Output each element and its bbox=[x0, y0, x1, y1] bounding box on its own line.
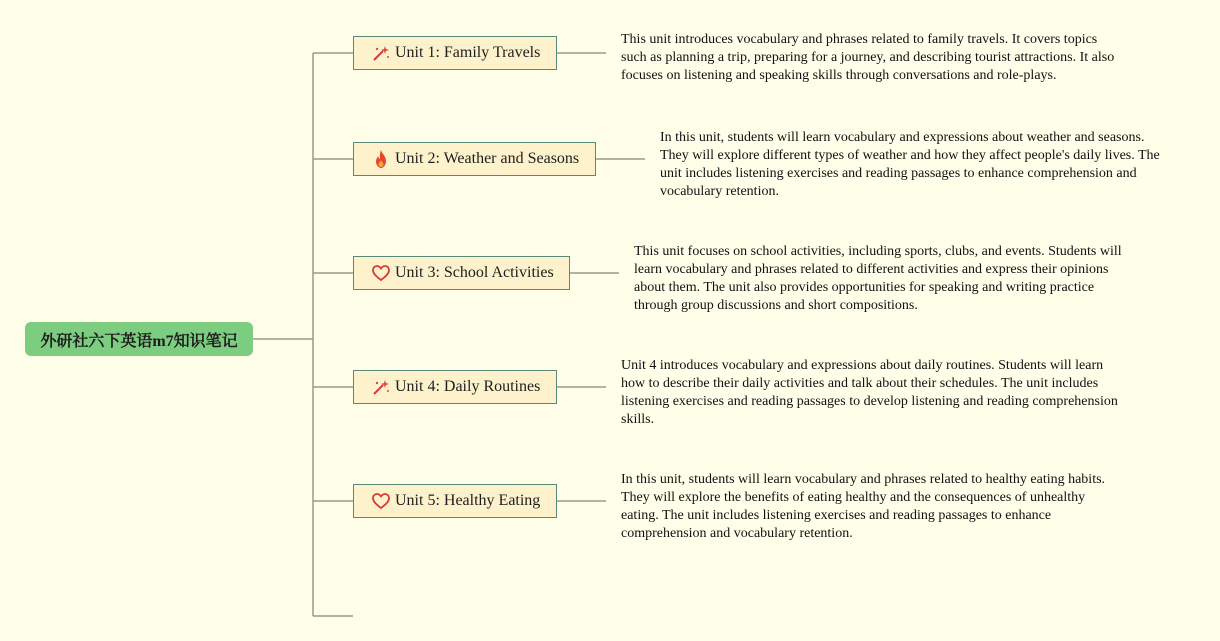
unit-2-description: In this unit, students will learn vocabulary and expressions about weather and seasons. They will explore different types of weather and how they affect people's daily lives. The unit includes listening exercises and reading passages to enhance comprehension and vocabulary retention. bbox=[660, 130, 1160, 199]
unit-1-node[interactable] bbox=[353, 36, 557, 70]
unit-4-description: Unit 4 introduces vocabulary and expressions about daily routines. Students will learn how to describe their daily activities and talk about their schedules. The unit includes listening exercises and reading passages to develop listening and reading comprehension skills. bbox=[621, 358, 1118, 427]
unit-3-title: Unit 3: School Activities bbox=[395, 264, 554, 281]
unit-5-node[interactable] bbox=[353, 484, 557, 518]
unit-4-node[interactable] bbox=[353, 370, 557, 404]
heart-icon bbox=[371, 263, 391, 283]
heart-icon bbox=[371, 491, 391, 511]
root-topic-label: 外研社六下英语m7知识笔记 bbox=[40, 332, 238, 350]
unit-2-title: Unit 2: Weather and Seasons bbox=[395, 150, 580, 167]
unit-2-node[interactable] bbox=[353, 142, 596, 176]
magic-wand-icon bbox=[371, 377, 391, 397]
unit-4-title: Unit 4: Daily Routines bbox=[395, 378, 541, 395]
fire-icon bbox=[371, 149, 391, 169]
unit-3-description: This unit focuses on school activities, including sports, clubs, and events. Students will learn vocabulary and phrases related to different activities and express their opinions about them. The unit also provides opportunities for speaking and writing practice through group discussions and short compositions. bbox=[634, 244, 1122, 313]
root-topic[interactable] bbox=[25, 322, 253, 356]
unit-3-node[interactable] bbox=[353, 256, 570, 290]
unit-5-description: In this unit, students will learn vocabulary and phrases related to healthy eating habits. They will explore the benefits of eating healthy and the consequences of unhealthy eating. The unit includes listening exercises and reading passages to enhance comprehension and vocabulary retention. bbox=[621, 472, 1106, 541]
magic-wand-icon bbox=[371, 43, 391, 63]
unit-1-title: Unit 1: Family Travels bbox=[395, 44, 541, 61]
unit-1-description: This unit introduces vocabulary and phrases related to family travels. It covers topics such as planning a trip, preparing for a journey, and describing tourist attractions. It also focuses on listening and speaking skills through conversations and role-plays. bbox=[621, 32, 1115, 83]
unit-5-title: Unit 5: Healthy Eating bbox=[395, 492, 541, 509]
